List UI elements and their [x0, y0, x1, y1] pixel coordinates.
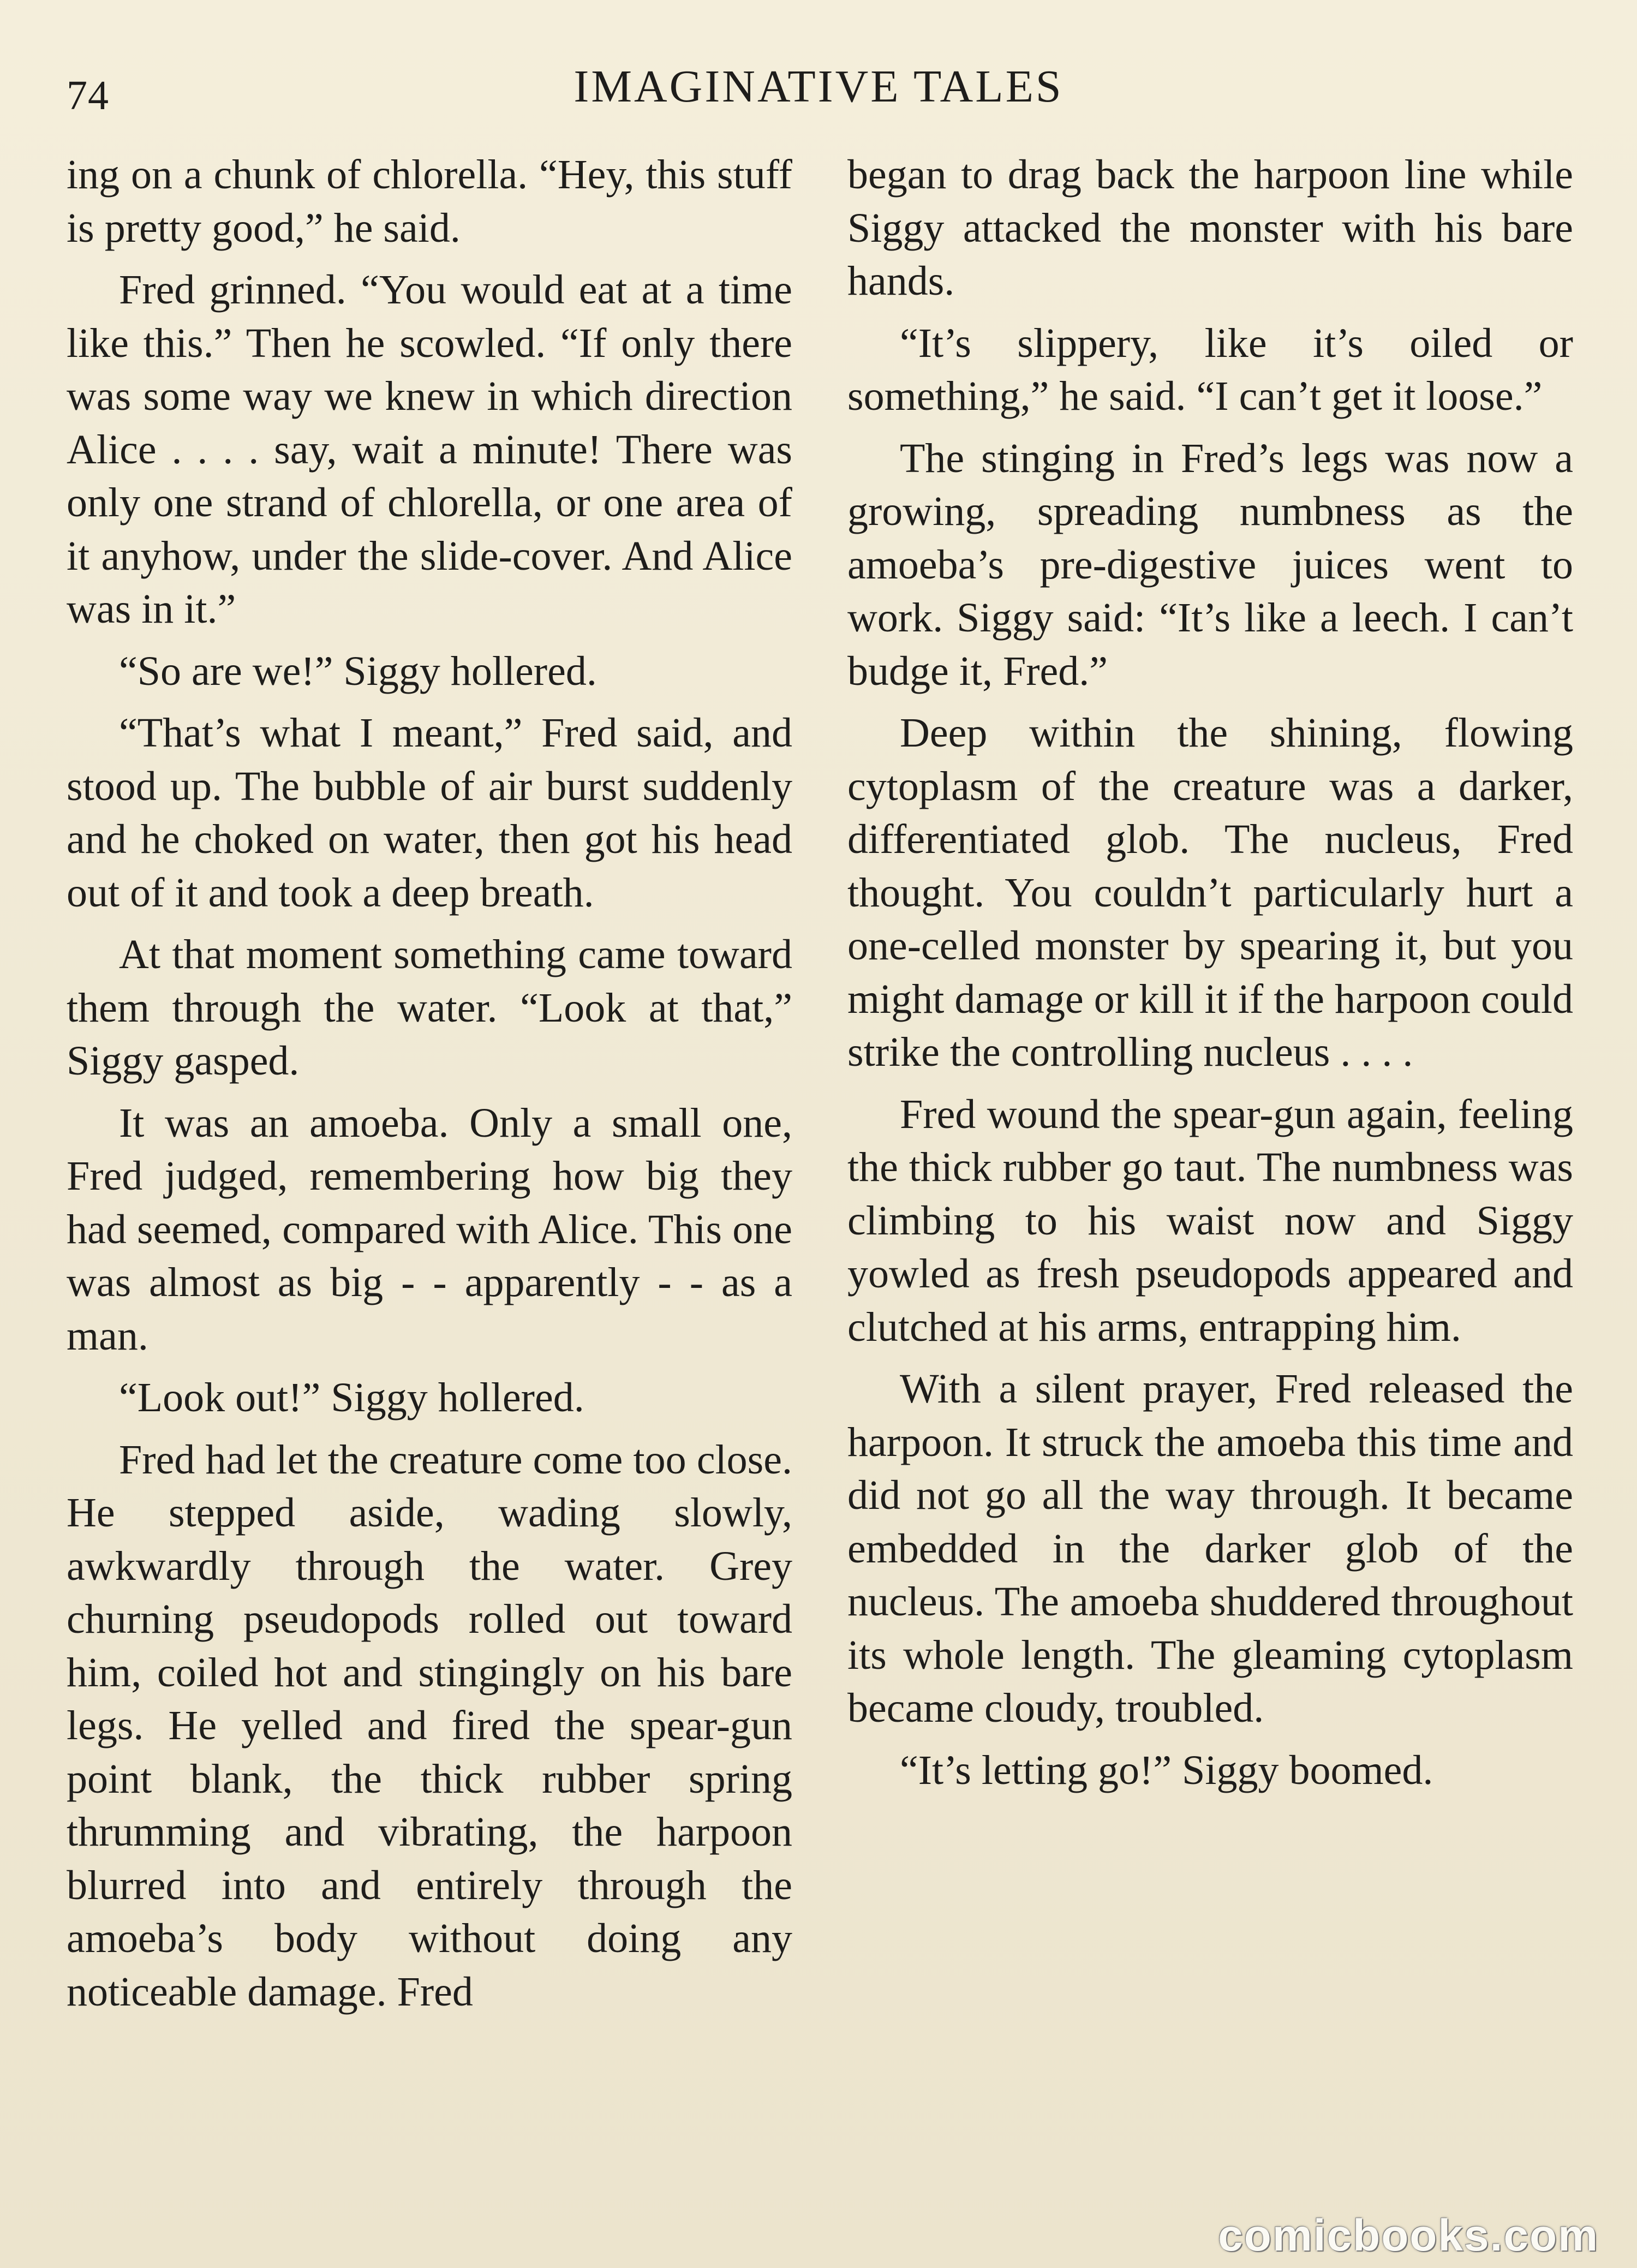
- page-number: 74: [67, 73, 109, 118]
- paragraph: began to drag back the harpoon line while Siggy attacked the monster with his bare hands.: [847, 152, 1573, 304]
- paragraph: “So are we!” Siggy hollered.: [119, 648, 597, 694]
- left-column: [67, 148, 792, 2027]
- paragraph: Deep within the shining, flowing cytoplasm of the creature was a darker, differentiated glob. The nucleus, Fred thought. You couldn’t particularly hurt a one-celled monster by spearing it, but you might damage or kill it if the harpoon could strike the controlling nucleus . . . .: [847, 710, 1573, 1075]
- running-head-title: IMAGINATIVE TALES: [573, 61, 1064, 112]
- paragraph: “That’s what I meant,” Fred said, and stood up. The bubble of air burst suddenly and he choked on water, then got his head out of it and took a deep breath.: [67, 710, 792, 916]
- paragraph: ing on a chunk of chlorella. “Hey, this stuff is pretty good,” he said.: [67, 152, 792, 251]
- paragraph: Fred wound the spear-gun again, feeling the thick rubber go taut. The numbness was climbing to his waist now and Siggy yowled as fresh pseudopods appeared and clutched at his arms, entrapping him.: [847, 1091, 1573, 1350]
- paragraph: The stinging in Fred’s legs was now a growing, spreading numbness as the amoeba’s pre-digestive juices went to work. Siggy said: “It’s like a leech. I can’t budge it, Fred.”: [847, 435, 1573, 694]
- watermark: comicbooks.com: [1218, 2211, 1599, 2260]
- paragraph: “It’s letting go!” Siggy boomed.: [900, 1747, 1433, 1793]
- paragraph: Fred grinned. “You would eat at a time like this.” Then he scowled. “If only there was some way we knew in which direction Alice . . . . say, wait a minute! There was only one strand of chlorella, or one area of it anyhow, under the slide-cover. And Alice was in it.”: [67, 267, 792, 632]
- paragraph: At that moment something came toward them through the water. “Look at that,” Siggy gasped.: [67, 932, 792, 1084]
- paragraph: With a silent prayer, Fred released the harpoon. It struck the amoeba this time and did not go all the way through. It became embedded in the darker glob of the nucleus. The amoeba shuddered throughout its whole length. The gleaming cytoplasm became cloudy, troubled.: [847, 1366, 1573, 1731]
- paragraph: “Look out!” Siggy hollered.: [119, 1375, 584, 1421]
- right-column: [847, 148, 1573, 1806]
- paragraph: Fred had let the creature come too close. He stepped aside, wading slowly, awkwardly through the water. Grey churning pseudopods rolled out toward him, coiled hot and stingingly on his bare legs. He yelled and fired the spear-gun point blank, the thick rubber spring thrumming and vibrating, the harpoon blurred into and entirely through the amoeba’s body without doing any noticeable damage. Fred: [67, 1436, 792, 2015]
- paragraph: “It’s slippery, like it’s oiled or something,” he said. “I can’t get it loose.”: [847, 320, 1573, 419]
- paragraph: It was an amoeba. Only a small one, Fred judged, remembering how big they had seemed, compared with Alice. This one was almost as big - - apparently - - as a man.: [67, 1100, 792, 1359]
